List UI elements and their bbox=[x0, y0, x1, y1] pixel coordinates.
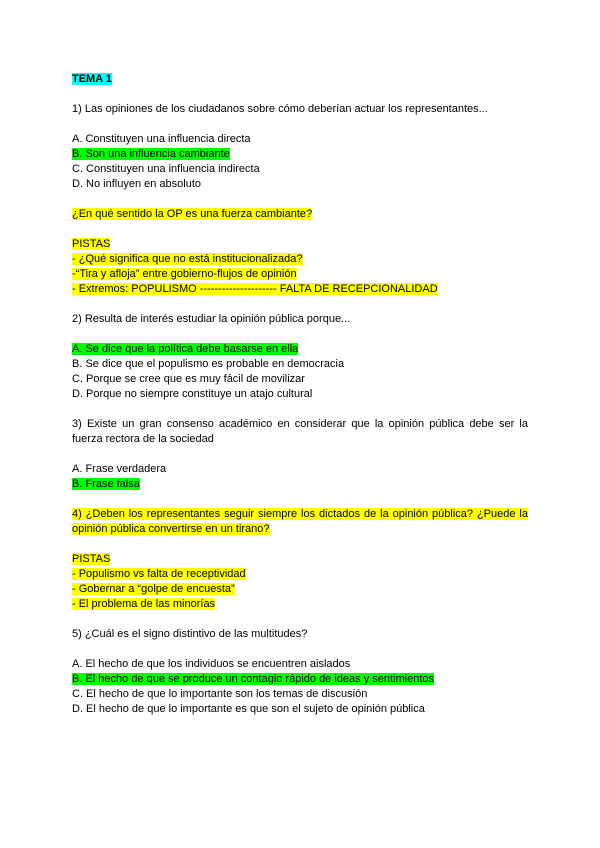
q1-followup: ¿En qué sentido la OP es una fuerza cambiante? bbox=[72, 208, 313, 220]
q1-pista-1-line bbox=[72, 252, 528, 267]
document-page bbox=[72, 72, 528, 717]
q3-question: 3) Existe un gran consenso académico en considerar que la opinión pública debe ser la fuerza rectora de la sociedad bbox=[72, 418, 528, 445]
q1-pistas-label: PISTAS bbox=[72, 238, 111, 250]
q1-pista-3: - Extremos: POPULISMO --------------------- FALTA DE RECEPCIONALIDAD bbox=[72, 283, 438, 295]
q1-option-a: A. Constituyen una influencia directa bbox=[72, 133, 251, 145]
q1-option-d: D. No influyen en absoluto bbox=[72, 178, 202, 190]
q4-pistas-label: PISTAS bbox=[72, 553, 111, 565]
q5-option-d: D. El hecho de que lo importante es que son el sujeto de opinión pública bbox=[72, 703, 425, 715]
q5-option-c: C. El hecho de que lo importante son los temas de discusión bbox=[72, 688, 368, 700]
q2-option-a-line bbox=[72, 342, 528, 357]
q2-option-c: C. Porque se cree que es muy fácil de movilizar bbox=[72, 373, 305, 385]
q1-option-b-line bbox=[72, 147, 528, 162]
q4-pistas-label-line bbox=[72, 552, 528, 567]
q1-pista-2-line bbox=[72, 267, 528, 282]
q1-pista-1: - ¿Qué significa que no está institucionalizada? bbox=[72, 253, 303, 265]
q5-option-b-line bbox=[72, 672, 528, 687]
q4-pista-1: - Populismo vs falta de receptividad bbox=[72, 568, 246, 580]
q4-question-block bbox=[72, 507, 528, 537]
q1-pistas-label-line bbox=[72, 237, 528, 252]
q1-option-b-correct: B. Son una influencia cambiante bbox=[72, 148, 230, 160]
q2-option-b: B. Se dice que el populismo es probable en democracia bbox=[72, 358, 345, 370]
q5-question: 5) ¿Cuál es el signo distintivo de las multitudes? bbox=[72, 628, 308, 640]
q5-option-a: A. El hecho de que los individuos se encuentren aislados bbox=[72, 658, 351, 670]
q3-option-a: A. Frase verdadera bbox=[72, 463, 167, 475]
q2-option-a-correct: A. Se dice que la política debe basarse en ella bbox=[72, 343, 299, 355]
q4-question: 4) ¿Deben los representantes seguir siempre los dictados de la opinión pública? ¿Puede la opinión pública convertirse en un tirano? bbox=[72, 508, 528, 535]
q1-followup-line bbox=[72, 207, 528, 222]
q4-pista-3: - El problema de las minorías bbox=[72, 598, 216, 610]
title-line bbox=[72, 72, 528, 87]
q2-question: 2) Resulta de interés estudiar la opinión pública porque... bbox=[72, 313, 351, 325]
q5-option-b-correct: B. El hecho de que se produce un contagio rápido de ideas y sentimientos bbox=[72, 673, 435, 685]
q1-pista-3-line bbox=[72, 282, 528, 297]
q2-option-d: D. Porque no siempre constituye un atajo cultural bbox=[72, 388, 313, 400]
q3-option-b-correct: B. Frase falsa bbox=[72, 478, 140, 490]
q1-question: 1) Las opiniones de los ciudadanos sobre cómo deberían actuar los representantes... bbox=[72, 103, 488, 115]
q4-pista-1-line bbox=[72, 567, 528, 582]
q3-option-b-line bbox=[72, 477, 528, 492]
q1-pista-2: -“Tira y afloja” entre gobierno-flujos de opinión bbox=[72, 268, 297, 280]
q4-pista-3-line bbox=[72, 597, 528, 612]
document-title: TEMA 1 bbox=[72, 73, 112, 85]
q4-pista-2: - Gobernar a “golpe de encuesta” bbox=[72, 583, 235, 595]
q1-option-c: C. Constituyen una influencia indirecta bbox=[72, 163, 260, 175]
q4-pista-2-line bbox=[72, 582, 528, 597]
